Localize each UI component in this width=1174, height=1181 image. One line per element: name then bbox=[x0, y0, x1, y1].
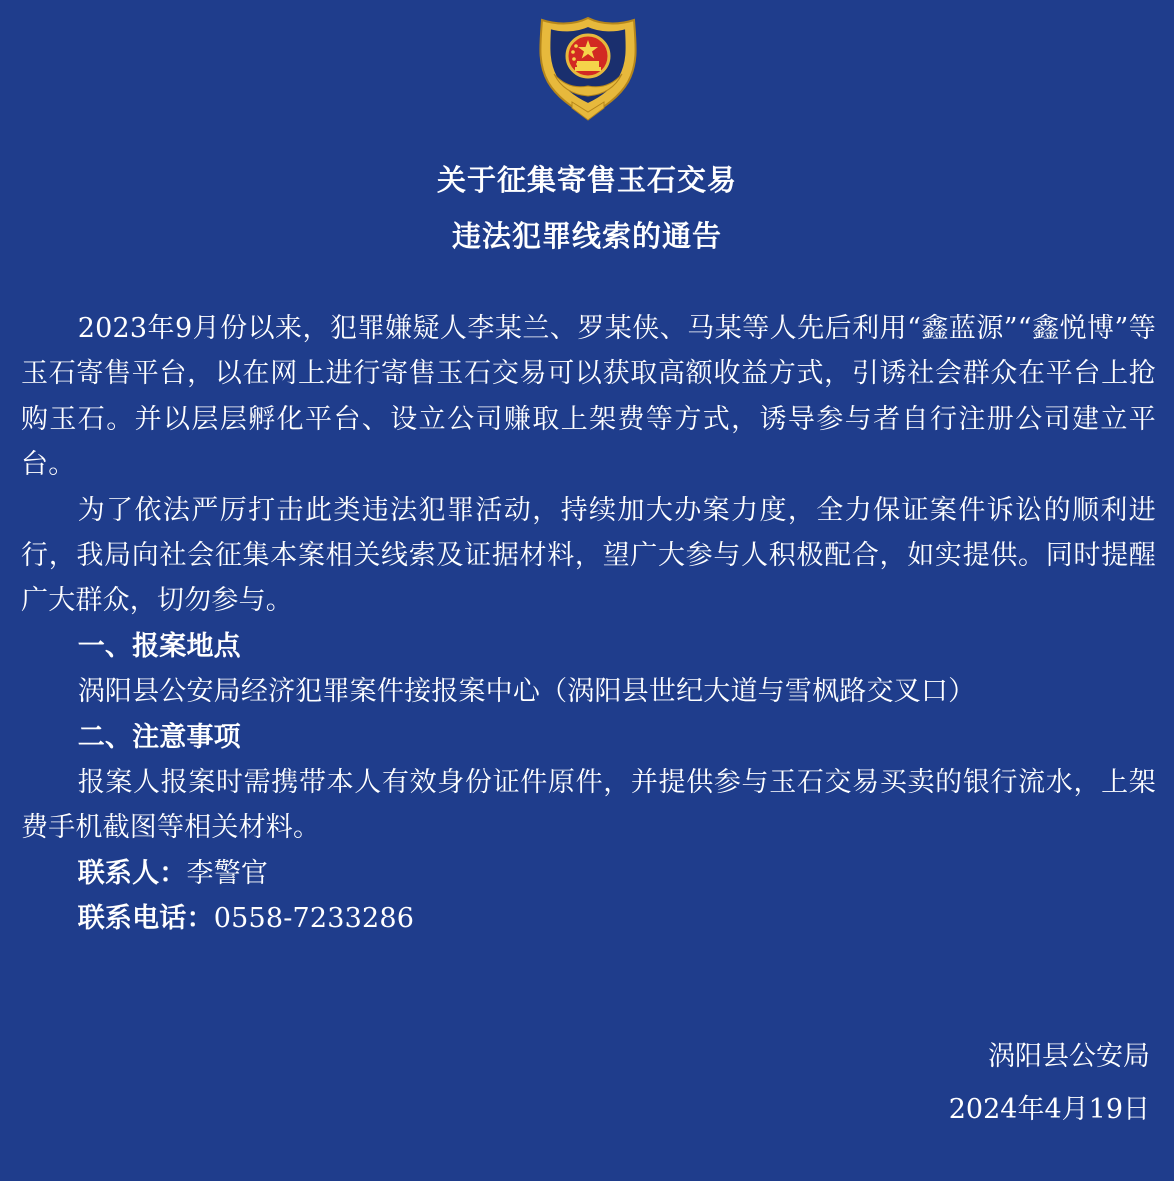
contact-phone-label: 联系电话： bbox=[77, 903, 214, 935]
issuing-organization: 涡阳县公安局 bbox=[988, 1041, 1150, 1072]
paragraph-purpose: 为了依法严厉打击此类违法犯罪活动，持续加大办案力度，全力保证案件诉讼的顺利进行，我局向社会征集本案相关线索及证据材料，望广大参与人积极配合，如实提供。同时提醒广大群众，切勿参与。 bbox=[21, 494, 1156, 617]
paragraph-notes: 报案人报案时需携带本人有效身份证件原件，并提供参与玉石交易买卖的银行流水，上架费手机截图等相关材料。 bbox=[21, 767, 1156, 844]
police-emblem-icon bbox=[532, 16, 644, 126]
notice-body bbox=[21, 306, 1156, 942]
paragraph-background: 2023年9月份以来，犯罪嫌疑人李某兰、罗某侠、马某等人先后利用“鑫蓝源”“鑫悦博”等玉石寄售平台，以在网上进行寄售玉石交易可以获取高额收益方式，引诱社会群众在平台上抢购玉石。并以层层孵化平台、设立公司赚取上架费等方式，诱导参与者自行注册公司建立平台。 bbox=[21, 313, 1156, 481]
notice-title-line2: 违法犯罪线索的通告 bbox=[451, 219, 722, 253]
contact-person-value: 李警官 bbox=[186, 857, 269, 889]
contact-phone-value: 0558-7233286 bbox=[213, 903, 415, 935]
section-heading-report-location: 一、报案地点 bbox=[77, 630, 241, 662]
issue-date: 2024年4月19日 bbox=[948, 1094, 1150, 1125]
contact-person bbox=[21, 851, 1156, 896]
paragraph-report-location: 涡阳县公安局经济犯罪案件接报案中心（涡阳县世纪大道与雪枫路交叉口） bbox=[77, 676, 976, 708]
section-heading-notes: 二、注意事项 bbox=[77, 721, 241, 753]
contact-person-label: 联系人： bbox=[77, 857, 187, 889]
contact-phone bbox=[21, 896, 1156, 941]
notice-title-line1: 关于征集寄售玉石交易 bbox=[436, 163, 737, 197]
